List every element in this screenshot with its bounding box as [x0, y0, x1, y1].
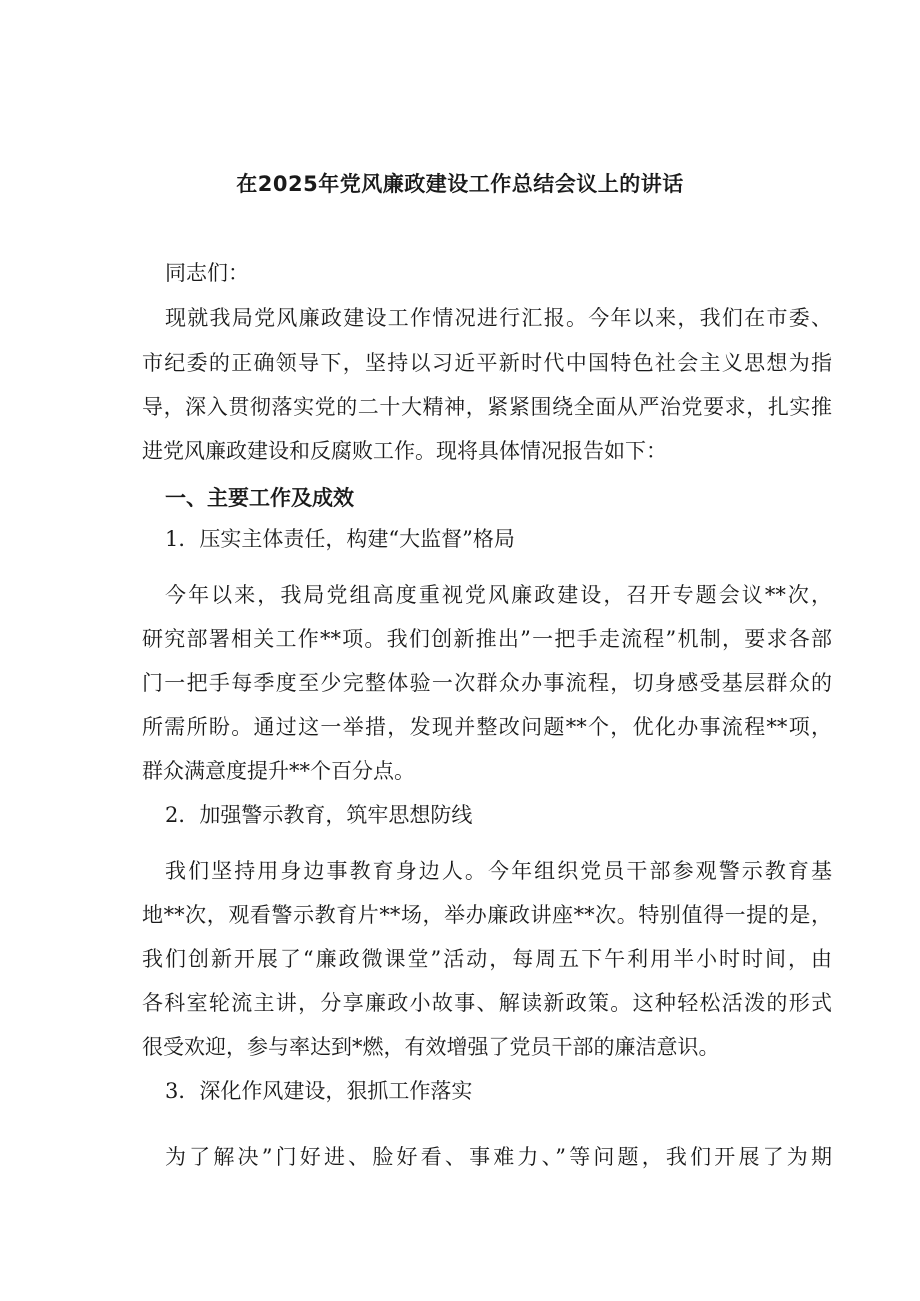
item-3-heading: 3．深化作风建设，狠抓工作落实	[165, 1079, 473, 1103]
salutation: 同志们：	[165, 261, 249, 285]
intro-line-4: 进党风廉政建设和反腐败工作。现将具体情况报告如下：	[142, 439, 667, 463]
item-2-line-5: 很受欢迎，参与率达到*燃，有效增强了党员干部的廉洁意识。	[142, 1035, 720, 1059]
item-1-line-1: 今年以来，我局党组高度重视党风廉政建设，召开专题会议**次，	[165, 583, 832, 607]
intro-line-2: 市纪委的正确领导下，坚持以习近平新时代中国特色社会主义思想为指	[142, 351, 832, 375]
item-2-line-2: 地**次，观看警示教育片**场，举办廉政讲座**次。特别值得一提的是，	[142, 903, 832, 927]
intro-line-1: 现就我局党风廉政建设工作情况进行汇报。今年以来，我们在市委、	[165, 306, 832, 330]
item-1-heading: 1．压实主体责任，构建“大监督”格局	[165, 527, 515, 551]
item-2-line-4: 各科室轮流主讲，分享廉政小故事、解读新政策。这种轻松活泼的形式	[142, 991, 832, 1015]
intro-line-3: 导，深入贯彻落实党的二十大精神，紧紧围绕全面从严治党要求，扎实推	[142, 395, 832, 419]
item-1-line-3: 门一把手每季度至少完整体验一次群众办事流程，切身感受基层群众的	[142, 671, 832, 695]
item-2-line-1: 我们坚持用身边事教育身边人。今年组织党员干部参观警示教育基	[165, 859, 832, 883]
item-3-line-1: 为了解决”门好进、脸好看、事难力、”等问题，我们开展了为期	[165, 1145, 832, 1169]
item-2-heading: 2．加强警示教育，筑牢思想防线	[165, 803, 473, 827]
section-heading-1: 一、主要工作及成效	[165, 486, 354, 510]
item-1-line-5: 群众满意度提升**个百分点。	[142, 759, 415, 783]
item-1-line-2: 研究部署相关工作**项。我们创新推出”一把手走流程”机制，要求各部	[142, 627, 832, 651]
document-title: 在2025年党风廉政建设工作总结会议上的讲话	[236, 172, 684, 196]
item-1-line-4: 所需所盼。通过这一举措，发现并整改问题**个，优化办事流程**项，	[142, 715, 832, 739]
item-2-line-3: 我们创新开展了“廉政微课堂”活动，每周五下午利用半小时时间，由	[142, 947, 832, 971]
